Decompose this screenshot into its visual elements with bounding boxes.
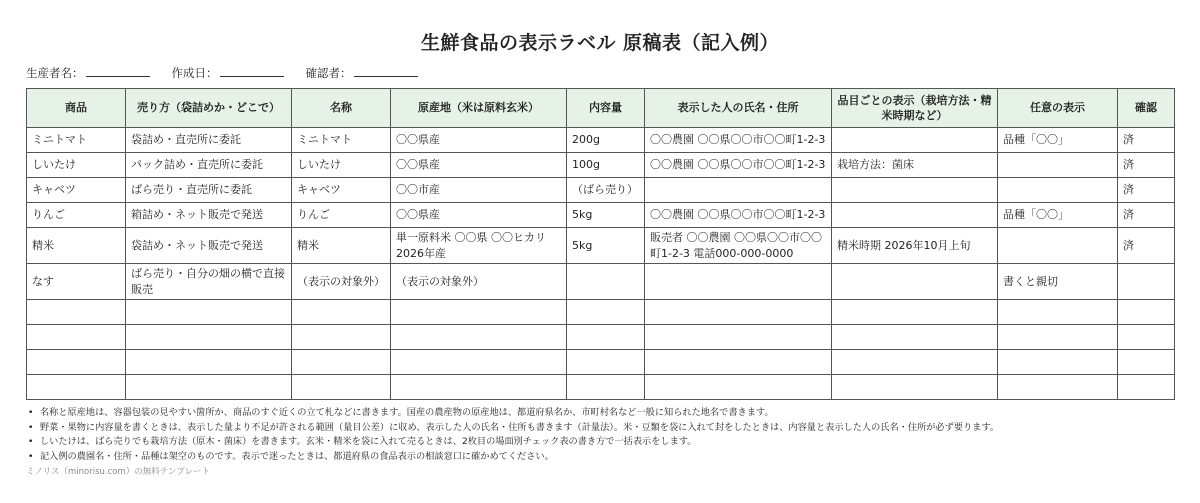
table-cell[interactable]: しいたけ [27, 153, 126, 178]
table-cell[interactable]: りんご [27, 203, 126, 228]
empty-cell[interactable] [567, 325, 645, 350]
empty-table-row [27, 300, 1175, 325]
table-row [27, 228, 1175, 264]
note-item: • 野菜・果物に内容量を書くときは、表示した量より不足が許される範囲（量目公差）に収め、表示した人の氏名・住所も書きます（計量法）。米・豆類を袋に入れて封をしたときは、内容量と表示した人の氏名・住所が必ず要ります。 [26, 421, 1176, 436]
table-row [27, 203, 1175, 228]
table-cell[interactable]: 箱詰め・ネット販売で発送 [126, 203, 292, 228]
empty-cell[interactable] [126, 325, 292, 350]
col-header-item-specific: 品目ごとの表示（栽培方法・精米時期など） [832, 89, 998, 128]
empty-cell[interactable] [391, 300, 567, 325]
empty-table-row [27, 325, 1175, 350]
created-date-field[interactable] [172, 65, 284, 81]
empty-cell[interactable] [292, 325, 391, 350]
table-cell[interactable]: なす [27, 264, 126, 300]
empty-cell[interactable] [832, 300, 998, 325]
col-header-optional: 任意の表示 [998, 89, 1118, 128]
table-cell[interactable]: 済 [1118, 228, 1175, 264]
empty-cell[interactable] [832, 375, 998, 400]
table-cell[interactable]: （表示の対象外） [391, 264, 567, 300]
col-header-labeler: 表示した人の氏名・住所 [645, 89, 832, 128]
empty-cell[interactable] [126, 350, 292, 375]
table-header-row [27, 89, 1175, 128]
table-cell[interactable] [567, 264, 645, 300]
table-cell[interactable]: 済 [1118, 153, 1175, 178]
table-cell[interactable] [832, 203, 998, 228]
table-row [27, 178, 1175, 203]
empty-cell[interactable] [645, 300, 832, 325]
table-cell[interactable]: 〇〇農園 〇〇県〇〇市〇〇町1-2-3 [645, 203, 832, 228]
empty-cell[interactable] [998, 325, 1118, 350]
empty-cell[interactable] [832, 350, 998, 375]
table-cell[interactable] [998, 228, 1118, 264]
table-cell[interactable]: 品種「〇〇」 [998, 203, 1118, 228]
table-cell[interactable]: 5kg [567, 228, 645, 264]
col-header-origin: 原産地（米は原料玄米） [391, 89, 567, 128]
table-cell[interactable] [832, 128, 998, 153]
empty-cell[interactable] [567, 375, 645, 400]
empty-cell[interactable] [1118, 300, 1175, 325]
empty-cell[interactable] [567, 300, 645, 325]
table-cell[interactable]: 済 [1118, 178, 1175, 203]
table-cell[interactable]: ミニトマト [292, 128, 391, 153]
table-cell[interactable]: 販売者 〇〇農園 〇〇県〇〇市〇〇町1-2-3 電話000-000-0000 [645, 228, 832, 264]
col-header-name: 名称 [292, 89, 391, 128]
empty-cell[interactable] [567, 350, 645, 375]
table-row [27, 153, 1175, 178]
table-cell[interactable]: パック詰め・直売所に委託 [126, 153, 292, 178]
table-cell[interactable]: （表示の対象外） [292, 264, 391, 300]
table-cell[interactable] [998, 153, 1118, 178]
note-item: • しいたけは、ばら売りでも栽培方法（原木・菌床）を書きます。玄米・精米を袋に入れて売るときは、2枚目の場面別チェック表の書き方で一括表示をします。 [26, 435, 1176, 450]
empty-cell[interactable] [27, 350, 126, 375]
table-cell[interactable]: 袋詰め・ネット販売で発送 [126, 228, 292, 264]
table-cell[interactable]: 済 [1118, 203, 1175, 228]
table-cell[interactable]: 書くと親切 [998, 264, 1118, 300]
table-cell[interactable]: 〇〇県産 [391, 153, 567, 178]
table-cell[interactable]: 単一原料米 〇〇県 〇〇ヒカリ 2026年産 [391, 228, 567, 264]
table-cell[interactable]: 100g [567, 153, 645, 178]
empty-cell[interactable] [292, 300, 391, 325]
template-credit: ミノリス（minorisu.com）の無料テンプレート [26, 467, 210, 477]
table-cell[interactable] [998, 178, 1118, 203]
producer-field[interactable] [26, 65, 150, 81]
empty-cell[interactable] [645, 325, 832, 350]
table-cell[interactable]: しいたけ [292, 153, 391, 178]
table-cell[interactable]: りんご [292, 203, 391, 228]
meta-fields [26, 65, 418, 81]
table-cell[interactable] [1118, 264, 1175, 300]
producer-input-line[interactable] [86, 65, 150, 77]
created-date-label: 作成日： [171, 66, 218, 80]
table-row [27, 264, 1175, 300]
col-header-check: 確認 [1118, 89, 1175, 128]
table-cell[interactable]: キャベツ [27, 178, 126, 203]
empty-cell[interactable] [27, 325, 126, 350]
table-cell[interactable] [645, 264, 832, 300]
note-item: • 記入例の農園名・住所・品種は架空のものです。表示で迷ったときは、都道府県の食品表示の相談窓口に確かめてください。 [26, 450, 1176, 465]
table-cell[interactable] [645, 178, 832, 203]
col-header-sales-method: 売り方（袋詰めか・どこで） [126, 89, 292, 128]
table-cell[interactable]: 精米時期 2026年10月上旬 [832, 228, 998, 264]
empty-cell[interactable] [998, 300, 1118, 325]
table-row [27, 128, 1175, 153]
table-cell[interactable] [832, 178, 998, 203]
note-item: • 名称と原産地は、容器包装の見やすい箇所か、商品のすぐ近くの立て札などに書きます。国産の農産物の原産地は、都道府県名か、市町村名など一般に知られた地名で書きます。 [26, 406, 1176, 421]
empty-cell[interactable] [126, 375, 292, 400]
table-cell[interactable]: 品種「〇〇」 [998, 128, 1118, 153]
table-cell[interactable]: ばら売り・自分の畑の横で直接販売 [126, 264, 292, 300]
label-draft-table [26, 88, 1175, 400]
empty-cell[interactable] [391, 325, 567, 350]
table-cell[interactable]: 済 [1118, 128, 1175, 153]
empty-cell[interactable] [998, 375, 1118, 400]
table-cell[interactable]: 〇〇県産 [391, 128, 567, 153]
table-cell[interactable]: 5kg [567, 203, 645, 228]
notes-list [26, 406, 1176, 464]
table-cell[interactable]: 200g [567, 128, 645, 153]
empty-table-row [27, 375, 1175, 400]
empty-cell[interactable] [27, 300, 126, 325]
empty-cell[interactable] [391, 350, 567, 375]
empty-cell[interactable] [1118, 375, 1175, 400]
table-cell[interactable]: 栽培方法：菌床 [832, 153, 998, 178]
table-cell[interactable]: 〇〇農園 〇〇県〇〇市〇〇町1-2-3 [645, 153, 832, 178]
table-cell[interactable]: 〇〇農園 〇〇県〇〇市〇〇町1-2-3 [645, 128, 832, 153]
table-cell[interactable]: ミニトマト [27, 128, 126, 153]
empty-cell[interactable] [645, 375, 832, 400]
empty-cell[interactable] [645, 350, 832, 375]
created-date-input-line[interactable] [220, 65, 284, 77]
checker-label: 確認者： [305, 66, 352, 80]
col-header-product: 商品 [27, 89, 126, 128]
table-cell[interactable] [832, 264, 998, 300]
table-cell[interactable]: 精米 [27, 228, 126, 264]
checker-field[interactable] [306, 65, 418, 81]
table-cell[interactable]: キャベツ [292, 178, 391, 203]
table-cell[interactable]: 精米 [292, 228, 391, 264]
empty-cell[interactable] [1118, 350, 1175, 375]
empty-cell[interactable] [292, 375, 391, 400]
producer-label: 生産者名： [26, 66, 84, 80]
empty-cell[interactable] [126, 300, 292, 325]
table-cell[interactable]: 〇〇県産 [391, 203, 567, 228]
empty-cell[interactable] [391, 375, 567, 400]
empty-cell[interactable] [1118, 325, 1175, 350]
empty-cell[interactable] [292, 350, 391, 375]
empty-cell[interactable] [27, 375, 126, 400]
col-header-quantity: 内容量 [567, 89, 645, 128]
page-title: 生鮮食品の表示ラベル 原稿表（記入例） [420, 32, 780, 54]
empty-cell[interactable] [832, 325, 998, 350]
empty-table-row [27, 350, 1175, 375]
table-cell[interactable]: 袋詰め・直売所に委託 [126, 128, 292, 153]
table-cell[interactable]: ばら売り・直売所に委託 [126, 178, 292, 203]
empty-cell[interactable] [998, 350, 1118, 375]
table-cell[interactable]: （ばら売り） [567, 178, 645, 203]
checker-input-line[interactable] [354, 65, 418, 77]
table-cell[interactable]: 〇〇市産 [391, 178, 567, 203]
